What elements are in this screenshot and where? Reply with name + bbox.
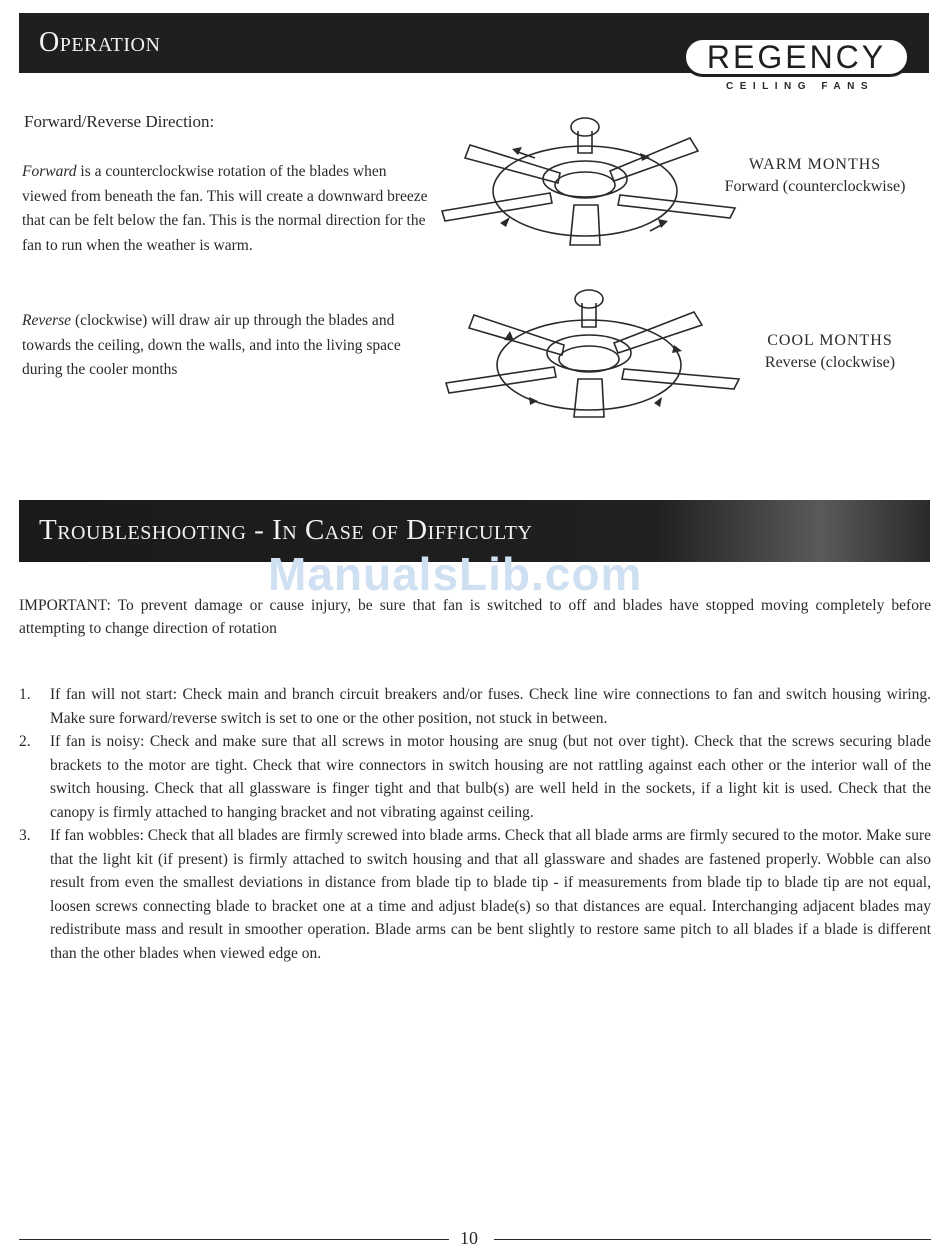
watermark: ManualsLib.com xyxy=(268,548,643,600)
troubleshooting-list xyxy=(19,683,931,965)
forward-direction-label: Forward (counterclockwise) xyxy=(724,178,906,195)
cool-months-label: COOL MONTHS xyxy=(767,332,893,349)
trouble-item xyxy=(19,730,931,824)
troubleshooting-title: Troubleshooting - In Case of Difficulty xyxy=(39,514,533,546)
reverse-term: Reverse xyxy=(22,312,72,329)
item-number: 3. xyxy=(19,827,31,844)
item-text: If fan will not start: Check main and branch circuit breakers and/or fuses. Check line wire connections to fan and switch housing wiring. Make sure forward/reverse switch is set to one or the other position, not stuck in between. xyxy=(50,686,931,727)
forward-text: is a counterclockwise rotation of the blades when viewed from beneath the fan. This will create a downward breeze that can be felt below the fan. This is the normal direction for the fan to run when the weather is warm. xyxy=(22,163,428,254)
forward-paragraph xyxy=(22,160,432,258)
trouble-item xyxy=(19,824,931,965)
logo-subtitle: CEILING FANS xyxy=(726,81,875,92)
trouble-item xyxy=(19,683,931,730)
item-text: If fan wobbles: Check that all blades are firmly screwed into blade arms. Check that all blade arms are firmly secured to the motor. Make sure that the light kit (if present) is firmly attached to switch housing and that all glassware and shades are fastened properly. Wobble can also result from even the smallest deviations in distance from blade tip to blade tip - if measurements from blade tip to blade tip are not equal, loosen screws connecting blade to bracket one at a time and adjust blade(s) so that distances are equal. Interchanging adjacent blades may redistribute mass and result in smoother operation. Blade arms can be bent slightly to restore same pitch to all blades if a blade is different than the other blades when viewed edge on. xyxy=(50,827,931,962)
forward-term: Forward xyxy=(22,163,77,180)
item-number: 1. xyxy=(19,686,31,703)
cool-months-caption xyxy=(720,330,940,374)
logo-word: REGENCY xyxy=(706,39,887,75)
reverse-text: (clockwise) will draw air up through the blades and towards the ceiling, down the walls, and into the living space during the cooler months xyxy=(22,312,401,378)
page-number: 10 xyxy=(460,1228,478,1248)
fan-reverse-illustration xyxy=(444,285,744,425)
footer-rule-right xyxy=(494,1239,931,1240)
item-number: 2. xyxy=(19,733,31,750)
footer-rule-left xyxy=(19,1239,449,1240)
important-notice: IMPORTANT: To prevent damage or cause injury, be sure that fan is switched to off and blades have stopped moving completely before attempting to change direction of rotation xyxy=(19,597,931,637)
reverse-paragraph xyxy=(22,309,442,383)
reverse-direction-label: Reverse (clockwise) xyxy=(764,354,896,371)
direction-heading: Forward/Reverse Direction: xyxy=(24,112,215,131)
warm-months-label: WARM MONTHS xyxy=(748,156,882,173)
item-text: If fan is noisy: Check and make sure that all screws in motor housing are snug (but not over tight). Check that the screws securing blade brackets to the motor are tight. Check that wire connectors in switch housing are not rattling against each other or the interior wall of the switch housing. Check that all glassware is finger tight and that bulb(s) are well held in the sockets, if a light kit is used. Check that the canopy is firmly attached to hanging bracket and not vibrating against ceiling. xyxy=(50,733,931,821)
operation-title: Operation xyxy=(39,27,161,58)
warm-months-caption xyxy=(690,154,940,198)
regency-logo xyxy=(683,37,910,77)
